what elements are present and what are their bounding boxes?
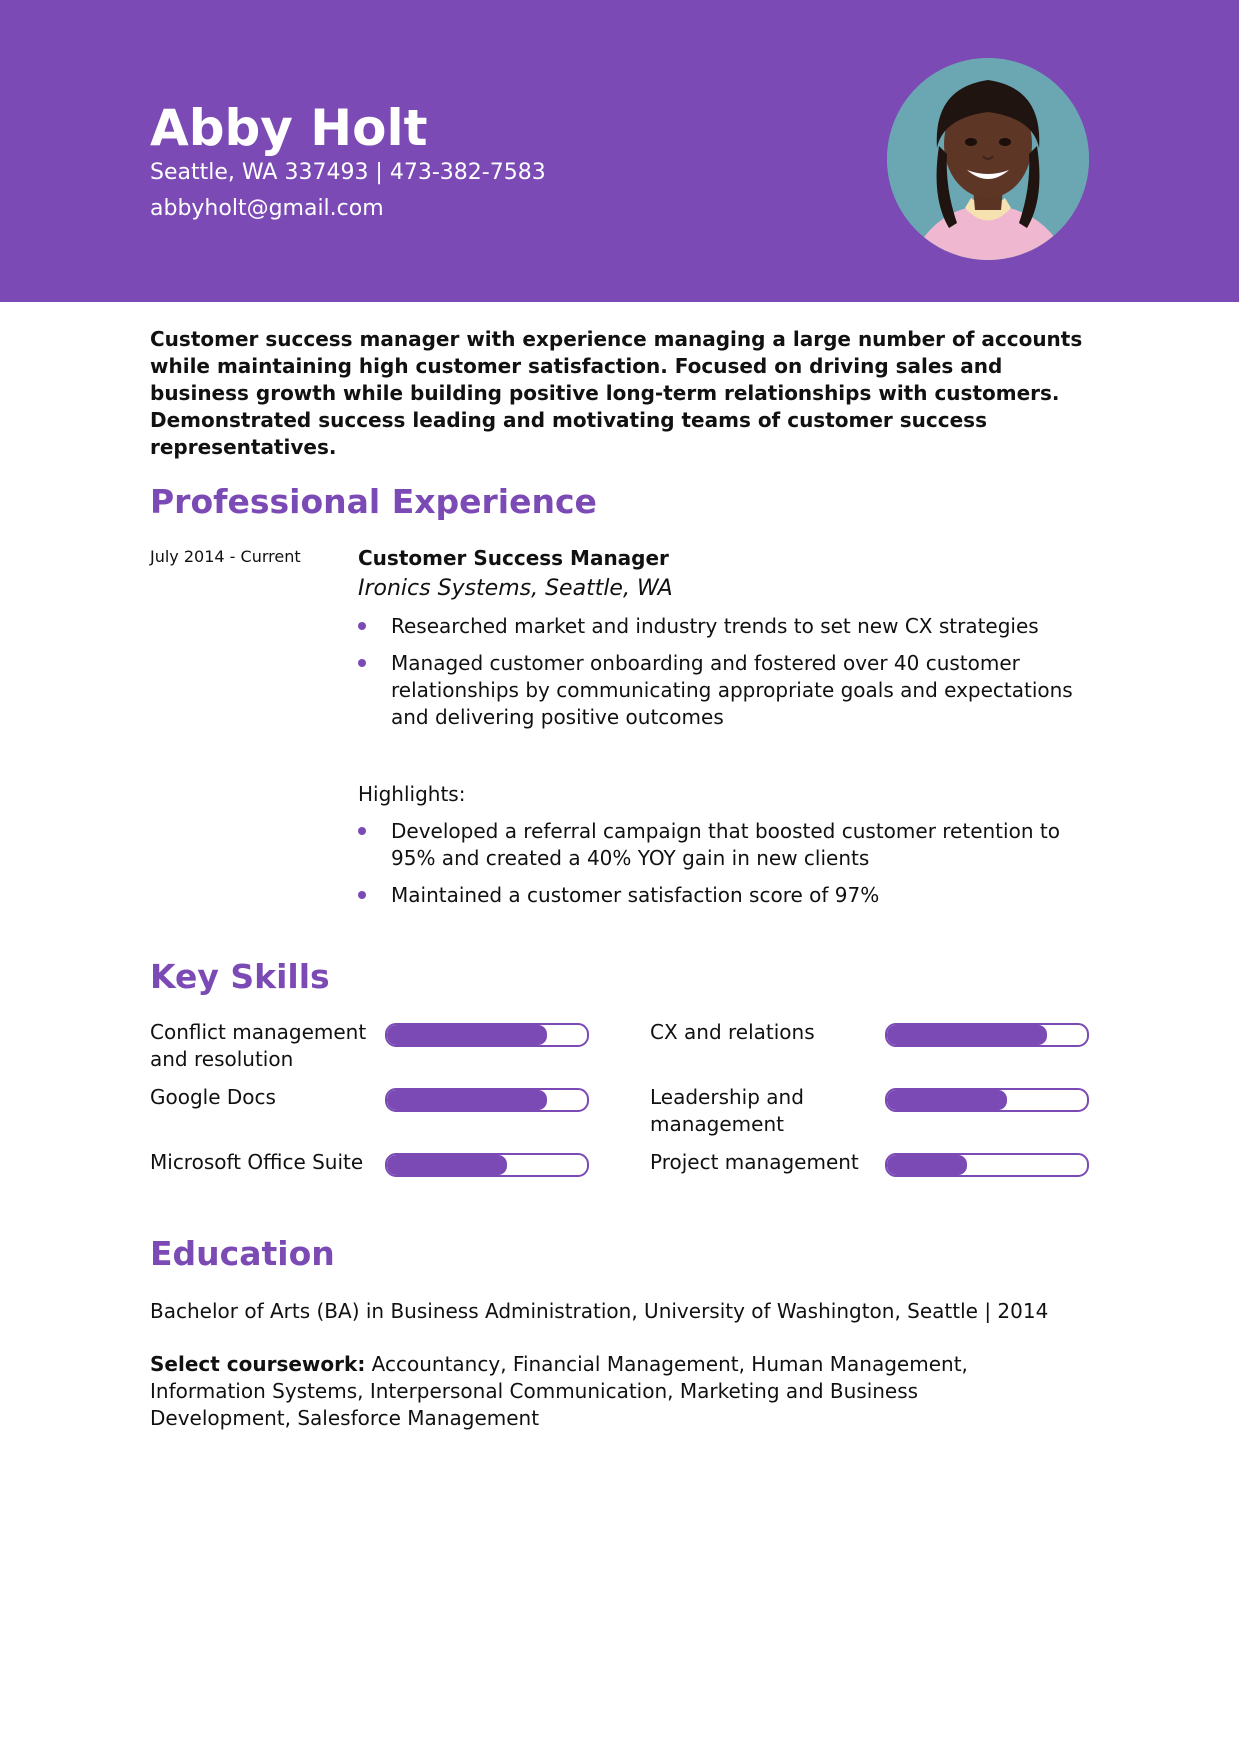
duty-text: Managed customer onboarding and fostered over 40 customer relationships by communicating appropriate goals and expectations and delivering positive outcomes: [391, 651, 1073, 729]
skill-label: Microsoft Office Suite: [150, 1150, 364, 1174]
skill-bar: [885, 1023, 1089, 1047]
highlights-list: [358, 818, 1098, 919]
skill-bar-fill: [887, 1025, 1047, 1045]
list-item: [358, 818, 1098, 872]
skill-label: Project management: [650, 1150, 859, 1174]
skill-bar-fill: [887, 1155, 967, 1175]
skill-bar: [385, 1023, 589, 1047]
highlight-text: Maintained a customer satisfaction score of 97%: [391, 883, 880, 907]
portrait-icon: [887, 58, 1089, 260]
education-section-title: Education: [150, 1234, 335, 1273]
skill-bar: [885, 1088, 1089, 1112]
skill-bar-fill: [387, 1155, 507, 1175]
skill-bar: [385, 1088, 589, 1112]
job-dates: July 2014 - Current: [150, 547, 301, 566]
bullet-dot-icon: [358, 891, 366, 899]
job-duties-list: [358, 613, 1098, 741]
experience-section-title: Professional Experience: [150, 482, 597, 521]
skills-section-title: Key Skills: [150, 957, 330, 996]
job-company: Ironics Systems, Seattle, WA: [358, 576, 673, 601]
list-item: [358, 613, 1098, 640]
skill-bar-fill: [387, 1090, 547, 1110]
coursework-list: Accountancy, Financial Management, Human Management, Information Systems, Interpersonal Communication, Marketing and Business Development, Salesforce Management: [150, 1352, 968, 1430]
location-phone: Seattle, WA 337493 | 473-382-7583: [150, 160, 546, 185]
header-banner: [0, 0, 1239, 302]
professional-summary: Customer success manager with experience managing a large number of accounts while maintaining high customer satisfaction. Focused on driving sales and business growth while building positive long-term relationships with customers. Demonstrated success leading and motivating teams of customer success representatives.: [150, 327, 1083, 459]
job-title: Customer Success Manager: [358, 546, 669, 570]
skill-bar: [385, 1153, 589, 1177]
skill-bar-fill: [887, 1090, 1007, 1110]
email-address: abbyholt@gmail.com: [150, 196, 384, 221]
bullet-dot-icon: [358, 659, 366, 667]
coursework-paragraph: [150, 1351, 1060, 1432]
skill-label: CX and relations: [650, 1020, 815, 1044]
skill-label: Google Docs: [150, 1085, 276, 1109]
duty-text: Researched market and industry trends to set new CX strategies: [391, 614, 1039, 638]
skill-label: Leadership and management: [650, 1085, 804, 1136]
skill-label: Conflict management and resolution: [150, 1020, 367, 1071]
list-item: [358, 882, 1098, 909]
bullet-dot-icon: [358, 622, 366, 630]
skill-bar: [885, 1153, 1089, 1177]
skill-bar-fill: [387, 1025, 547, 1045]
highlight-text: Developed a referral campaign that boosted customer retention to 95% and created a 40% YOY gain in new clients: [391, 819, 1060, 870]
candidate-name: Abby Holt: [150, 99, 428, 157]
profile-photo: [887, 58, 1089, 260]
bullet-dot-icon: [358, 827, 366, 835]
list-item: [358, 650, 1098, 731]
degree-line: Bachelor of Arts (BA) in Business Administration, University of Washington, Seattle | 2014: [150, 1299, 1049, 1323]
coursework-label: Select coursework:: [150, 1352, 366, 1376]
highlights-label: Highlights:: [358, 782, 466, 806]
